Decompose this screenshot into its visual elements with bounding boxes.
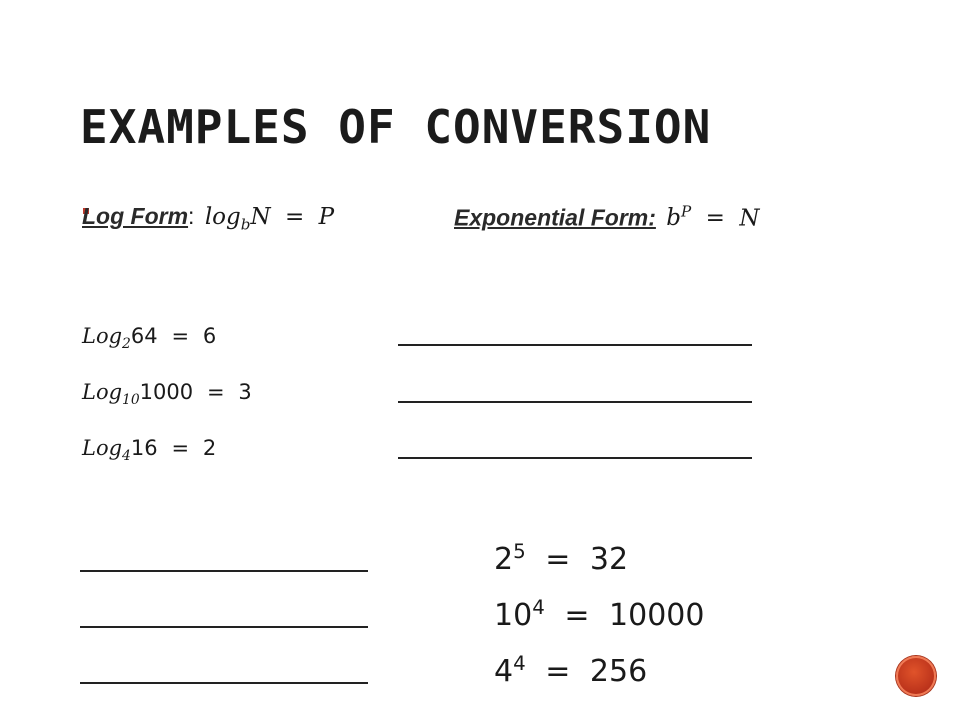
exponential-form-label: Exponential Form: [454, 204, 656, 231]
answer-blank-exp-2[interactable] [398, 401, 752, 403]
answer-blank-exp-3[interactable] [398, 457, 752, 459]
exp-example-2: $10^4 = 10000$ [494, 596, 705, 633]
answer-blank-log-2[interactable] [80, 626, 368, 628]
log-example-3: Log$_4$16 = 2 [82, 436, 217, 464]
exp-example-3: $4^4 = 256$ [494, 652, 648, 689]
slide-title: EXAMPLES OF CONVERSION [80, 100, 712, 154]
answer-blank-exp-1[interactable] [398, 344, 752, 346]
log-form-label: Log Form [82, 203, 189, 229]
next-slide-icon[interactable] [896, 656, 936, 696]
log-form-definition: Log Form: $\log_bN = P$ [82, 203, 335, 234]
answer-blank-log-3[interactable] [80, 682, 368, 684]
exponential-form-definition: Exponential Form: $b^P = N$ [454, 203, 760, 232]
log-example-1: Log$_2$64 = 6 [82, 324, 217, 352]
exp-example-1: $2^5 = 32$ [494, 540, 629, 577]
answer-blank-log-1[interactable] [80, 570, 368, 572]
log-example-2: Log$_{10}$1000 = 3 [82, 380, 252, 408]
